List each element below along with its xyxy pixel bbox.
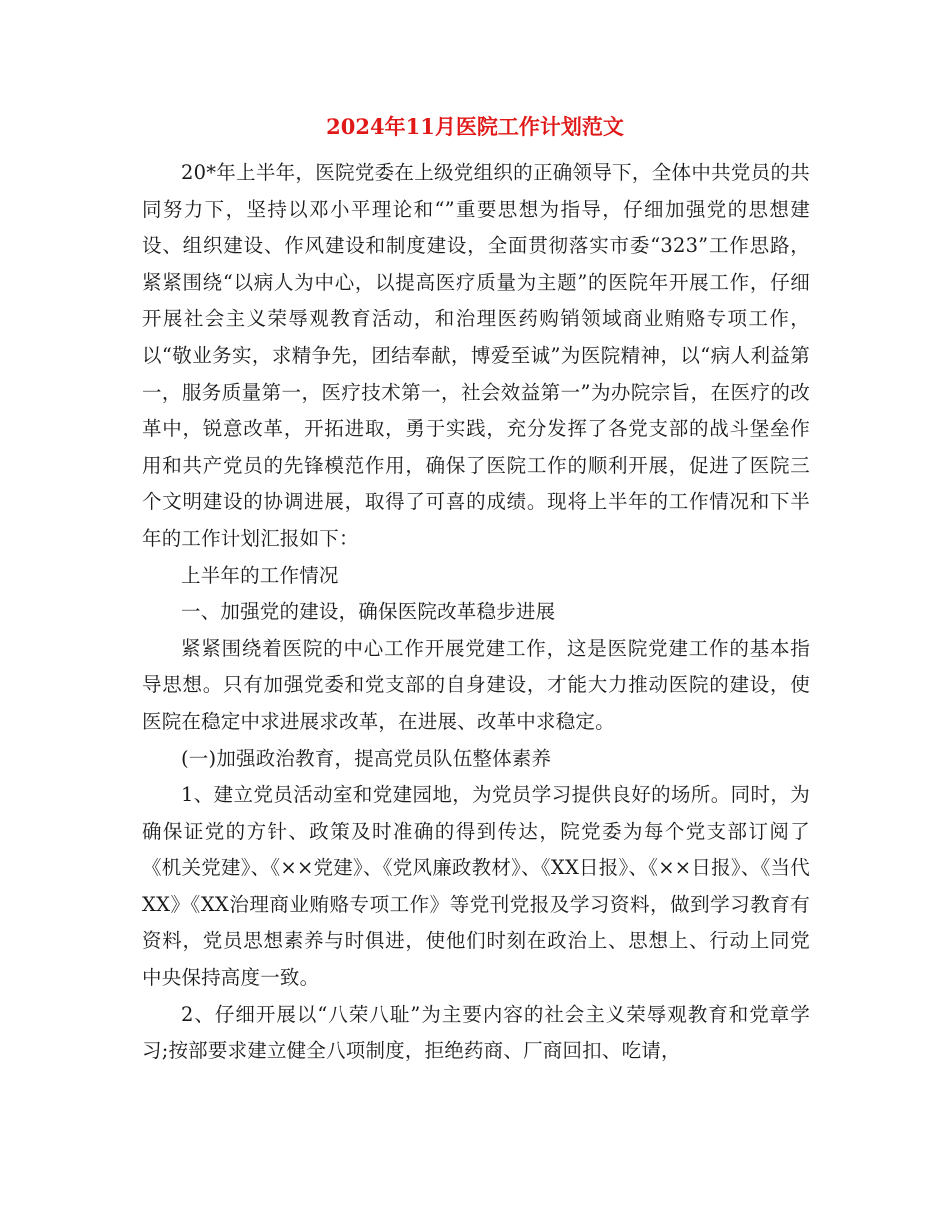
document-body bbox=[142, 155, 810, 1070]
paragraph-intro: 20*年上半年，医院党委在上级党组织的正确领导下，全体中共党员的共同努力下，坚持以邓小平理论和“”重要思想为指导，仔细加强党的思想建设、组织建设、作风建设和制度建设，全面贯彻落实市委“323”工作思路，紧紧围绕“以病人为中心，以提高医疗质量为主题”的医院年开展工作，仔细开展社会主义荣辱观教育活动，和治理医药购销领域商业贿赂专项工作，以“敬业务实，求精争先，团结奉献，博爱至诚”为医院精神，以“病人利益第一，服务质量第一，医疗技术第一，社会效益第一”为办院宗旨，在医疗的改革中，锐意改革，开拓进取，勇于实践，充分发挥了各党支部的战斗堡垒作用和共产党员的先锋模范作用，确保了医院工作的顺利开展，促进了医院三个文明建设的协调进展，取得了可喜的成绩。现将上半年的工作情况和下半年的工作计划汇报如下： bbox=[142, 161, 810, 550]
paragraph-item-2: 2、仔细开展以“八荣八耻”为主要内容的社会主义荣辱观教育和党章学习;按部要求建立健全八项制度，拒绝药商、厂商回扣、吃请， bbox=[142, 1002, 810, 1063]
section-heading-party-building: 一、加强党的建设，确保医院改革稳步进展 bbox=[181, 600, 556, 624]
subsection-heading-political-education: (一)加强政治教育，提高党员队伍整体素养 bbox=[181, 746, 552, 770]
document-title: 2024年11月医院工作计划范文 bbox=[326, 114, 624, 139]
paragraph-party-building: 紧紧围绕着医院的中心工作开展党建工作，这是医院党建工作的基本指导思想。只有加强党委和党支部的自身建设，才能大力推动医院的建设，使医院在稳定中求进展求改革，在进展、改革中求稳定。 bbox=[142, 636, 810, 733]
paragraph-item-1: 1、建立党员活动室和党建园地，为党员学习提供良好的场所。同时，为确保证党的方针、政策及时准确的得到传达，院党委为每个党支部订阅了《机关党建》、《××党建》、《党风廉政教材》、《XX日报》、《××日报》、《当代XX》《XX治理商业贿赂专项工作》等党刊党报及学习资料，做到学习教育有资料，党员思想素养与时俱进，使他们时刻在政治上、思想上、行动上同党中央保持高度一致。 bbox=[142, 783, 810, 990]
section-heading-first-half: 上半年的工作情况 bbox=[181, 563, 339, 587]
